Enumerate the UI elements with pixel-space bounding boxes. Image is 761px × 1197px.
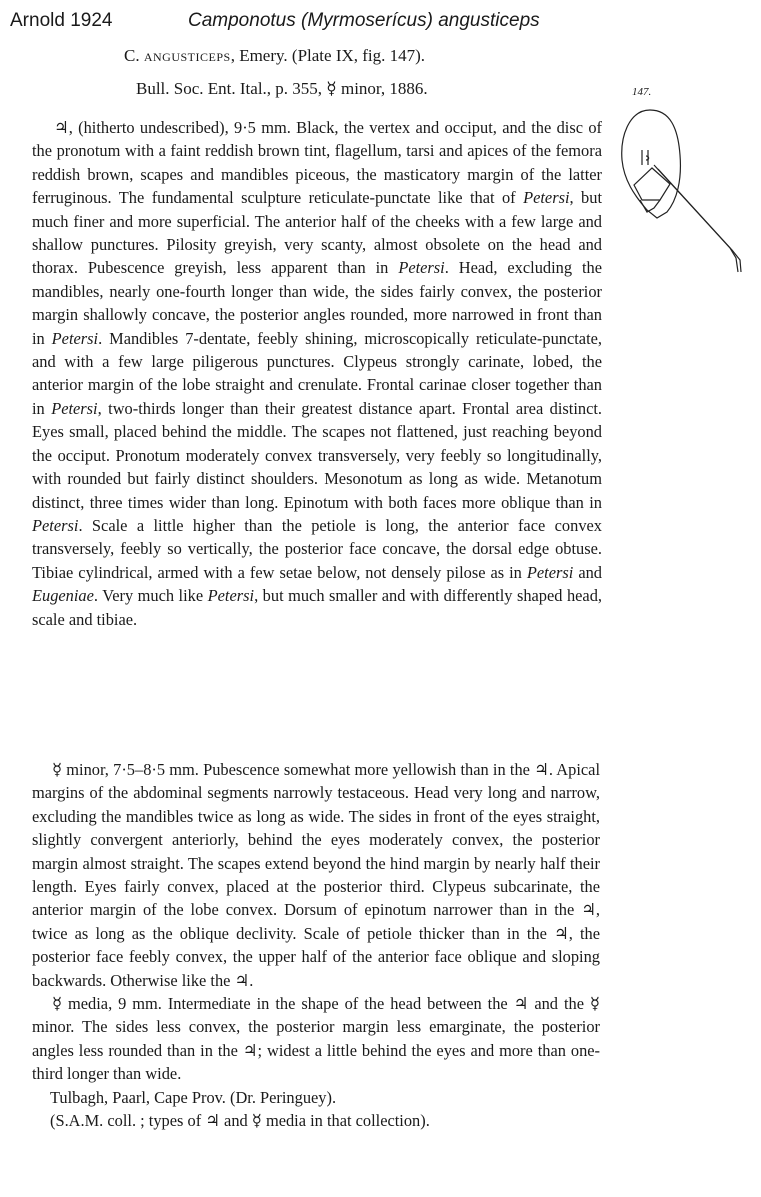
species-ref: Petersi — [523, 188, 570, 208]
lower-description — [32, 758, 600, 1133]
species-title — [124, 46, 425, 66]
paragraph-major — [32, 116, 602, 631]
species-ref: Petersi — [398, 258, 445, 278]
text-run: and — [573, 562, 602, 582]
text-run: . Very much like — [93, 586, 208, 606]
author-year: Arnold 1924 — [10, 10, 113, 31]
species-ref: Eugeniae — [32, 586, 94, 606]
citation: Bull. Soc. Ent. Ital., p. 355, ☿ minor, 1886. — [136, 79, 428, 98]
locality-line: Tulbagh, Paarl, Cape Prov. (Dr. Peringuey). — [50, 1087, 337, 1107]
title-rest: , Emery. (Plate IX, fig. 147). — [230, 46, 426, 65]
species-ref: Petersi — [207, 586, 255, 606]
text-run: . Scale a little higher than the petiole is long, the anterior face convex transversely, feebly so vertically, the posterior face concave, the dorsal edge obtuse. Tibiae cylindrical, armed with a few setae below, not densely pilose as in — [32, 515, 602, 582]
text-run: , two-thirds longer than their greatest distance apart. Frontal area distinct. Eyes small, placed behind the middle. The scapes not flattened, just reaching beyond the occiput. Pronotum moderately convex transversely, very feebly so longitudinally, with rounded but fairly distinct shoulders. Mesonotum as long as wide. Metanotum distinct, three times wider than long. Epinotum with both faces more oblique than in — [32, 398, 602, 512]
ant-head-icon — [612, 100, 752, 285]
species-ref: Petersi — [51, 398, 98, 418]
species-ref: Petersi — [32, 515, 79, 535]
species-name: angusticeps — [143, 46, 231, 65]
collection-line: (S.A.M. coll. ; types of ♃ and ☿ media in that collection). — [50, 1111, 430, 1131]
species-ref: Petersi — [51, 328, 99, 348]
worker-major-description — [32, 116, 602, 631]
taxon-name: Camponotus (Myrmoserícus) angusticeps — [188, 10, 540, 31]
text-run: . Mandibles 7-dentate, feebly shining, microscopically reticulate-punctate, and with a few large piligerous punctures. Clypeus strongly carinate, lobed, the anterior margin of the lobe straight and crenulate. Frontal carinae closer together than in — [32, 328, 602, 418]
text-run: . Head, excluding the mandibles, nearly one-fourth longer than wide, the sides fairly convex, the posterior margin shallowly concave, the posterior angles rounded, more narrowed in front than in — [32, 258, 602, 348]
text-run: ♃, (hitherto undescribed), 9·5 mm. Black, the vertex and occiput, and the disc of the pronotum with a faint reddish brown tint, flagellum, tarsi and apices of the femora reddish brown, scapes and mandibles piceous, the masticatory margin of the latter ferruginous. The fundamental sculpture reticulate-punctate like that of — [32, 118, 602, 208]
paragraph-media: ☿ media, 9 mm. Intermediate in the shape of the head between the ♃ and the ☿ minor. The sides less convex, the posterior margin less emarginate, the posterior angles less rounded than in the ♃; widest a little behind the eyes and more than one-third longer than wide. — [32, 994, 600, 1084]
genus-abbr: C. — [124, 46, 144, 65]
text-run: , but much finer and more superficial. The anterior half of the cheeks with a few large and shallow punctures. Pilosity greyish, very scanty, almost obsolete on the head and thorax. Pubescence greyish, less apparent than in — [32, 188, 602, 278]
text-run: , but much smaller and with differently shaped head, scale and tibiae. — [32, 586, 602, 629]
paragraph-minor: ☿ minor, 7·5–8·5 mm. Pubescence somewhat more yellowish than in the ♃. Apical margins of the abdominal segments narrowly testaceous. Head very long and narrow, excluding the mandibles twice as long as wide. The sides in front of the eyes straight, slightly convergent anteriorly, behind the eyes moderately convex, the posterior margin almost straight. The scapes extend beyond the hind margin by nearly half their length. Eyes fairly convex, placed at the posterior third. Clypeus subcarinate, the anterior margin of the lobe convex. Dorsum of epinotum narrower than in the ♃, twice as long as the oblique declivity. Scale of petiole thicker than in the ♃, the posterior face feebly convex, the upper half of the anterior face oblique and sloping backwards. Otherwise like the ♃. — [32, 760, 600, 990]
species-ref: Petersi — [526, 562, 574, 582]
figure-label: 147. — [632, 86, 652, 98]
